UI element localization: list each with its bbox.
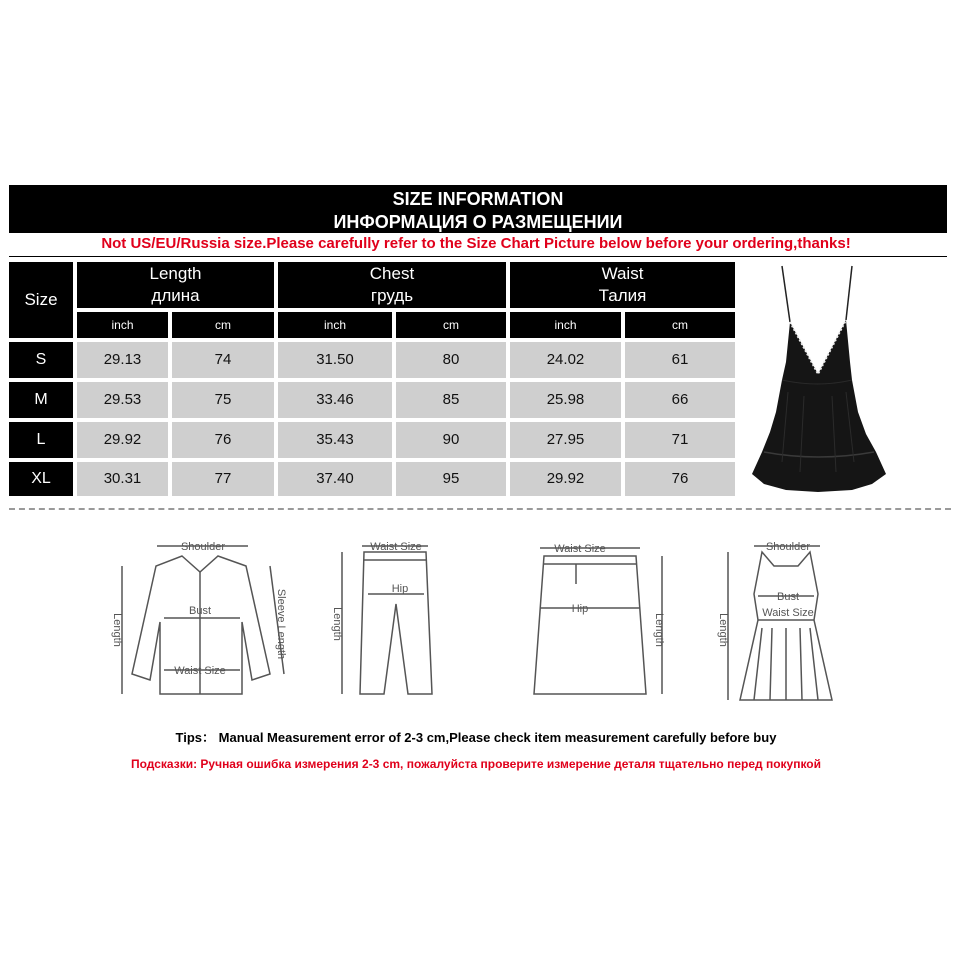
value-cell: 75: [172, 382, 274, 418]
unit-cell: cm: [625, 312, 735, 338]
waist-label: Waist: [601, 264, 644, 283]
skirt-length-label: Length: [653, 613, 665, 647]
unit-cell: inch: [278, 312, 392, 338]
dress-product-image: [742, 262, 954, 498]
size-info-banner: [9, 185, 947, 233]
shirt-shoulder-label: Shoulder: [180, 541, 226, 553]
value-cell: 24.02: [510, 342, 621, 378]
value-cell: 77: [172, 462, 274, 496]
value-cell: 80: [396, 342, 506, 378]
tips-en: Tips： Manual Measurement error of 2-3 cm,Please check item measurement carefully before buy: [175, 730, 777, 745]
value-cell: 29.92: [510, 462, 621, 496]
size-notice: Not US/EU/Russia size.Please carefully refer to the Size Chart Picture below before your ordering,thanks!: [101, 235, 851, 252]
value-cell: 25.98: [510, 382, 621, 418]
value-cell: 29.13: [77, 342, 168, 378]
value-cell: 76: [172, 422, 274, 458]
value-cell: 35.43: [278, 422, 392, 458]
value-cell: 66: [625, 382, 735, 418]
dress-shoulder-label: Shoulder: [765, 541, 811, 553]
dress-bust-label: Bust: [776, 591, 800, 603]
shirt-sleeve-label: Sleeve Length: [275, 588, 287, 660]
value-cell: 37.40: [278, 462, 392, 496]
value-cell: 90: [396, 422, 506, 458]
shirt-diagram: [100, 534, 300, 714]
length-label-ru: длина: [151, 286, 200, 305]
dress-diagram: [706, 534, 846, 714]
dashed-separator: [9, 508, 951, 510]
shirt-length-label: Length: [111, 613, 123, 647]
shirt-waist-label: Waist Size: [174, 665, 226, 677]
title-ru: ИНФОРМАЦИЯ О РАЗМЕЩЕНИИ: [333, 212, 623, 232]
value-cell: 33.46: [278, 382, 392, 418]
skirt-waist-label: Waist Size: [554, 543, 606, 555]
pants-length-label: Length: [331, 607, 343, 641]
value-cell: 85: [396, 382, 506, 418]
tips-ru: Подсказки: Ручная ошибка измерения 2-3 cm, пожалуйста проверите измерение деталя тщательно перед покупкой: [130, 757, 822, 771]
length-header: [77, 262, 274, 308]
value-cell: 29.92: [77, 422, 168, 458]
pants-waist-label: Waist Size: [370, 541, 422, 553]
value-cell: 27.95: [510, 422, 621, 458]
dress-waist-label: Waist Size: [762, 607, 814, 619]
value-cell: 76: [625, 462, 735, 496]
unit-cell: inch: [510, 312, 621, 338]
value-cell: 71: [625, 422, 735, 458]
size-cell: L: [9, 422, 73, 458]
unit-cell: cm: [172, 312, 274, 338]
chest-label: Chest: [369, 264, 415, 283]
value-cell: 30.31: [77, 462, 168, 496]
unit-cell: inch: [77, 312, 168, 338]
pants-hip-label: Hip: [391, 583, 409, 595]
value-cell: 29.53: [77, 382, 168, 418]
chest-header: [278, 262, 506, 308]
chest-label-ru: грудь: [370, 286, 414, 305]
value-cell: 95: [396, 462, 506, 496]
size-cell: XL: [9, 462, 73, 496]
unit-cell: cm: [396, 312, 506, 338]
value-cell: 74: [172, 342, 274, 378]
value-cell: 31.50: [278, 342, 392, 378]
dress-length-label: Length: [717, 613, 729, 647]
skirt-diagram: [510, 534, 680, 714]
title-en: SIZE INFORMATION: [392, 189, 564, 209]
pants-diagram: [320, 534, 460, 714]
shirt-bust-label: Bust: [188, 605, 212, 617]
value-cell: 61: [625, 342, 735, 378]
size-cell: M: [9, 382, 73, 418]
size-header-cell: Size: [9, 262, 73, 338]
size-cell: S: [9, 342, 73, 378]
divider-line: [9, 256, 947, 257]
waist-header: [510, 262, 735, 308]
skirt-hip-label: Hip: [571, 603, 589, 615]
length-label: Length: [149, 264, 202, 283]
waist-label-ru: Талия: [598, 286, 647, 305]
